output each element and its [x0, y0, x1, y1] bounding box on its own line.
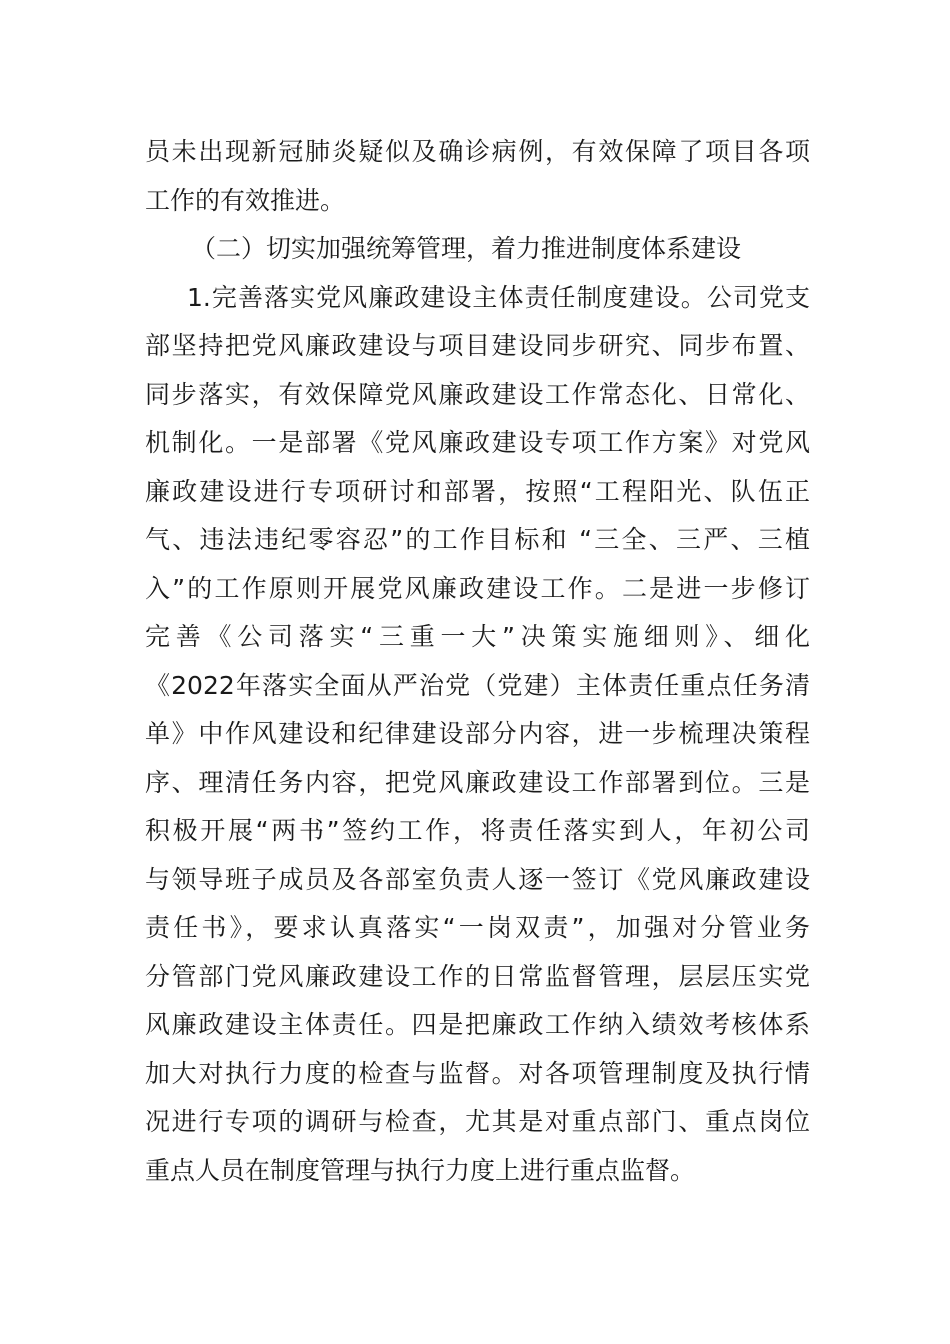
section-heading: （二）切实加强统筹管理，着力推进制度体系建设	[191, 234, 742, 263]
paragraph-line: 单》中作风建设和纪律建设部分内容，进一步梳理决策程	[145, 719, 810, 748]
paragraph-line: 1.完善落实党风廉政建设主体责任制度建设。公司党支	[187, 282, 810, 312]
paragraph-line: 廉政建设进行专项研讨和部署，按照“工程阳光、队伍正	[145, 476, 810, 506]
paragraph-line: 责任书》，要求认真落实“一岗双责”，加强对分管业务	[145, 913, 810, 942]
paragraph-line: 况进行专项的调研与检查，尤其是对重点部门、重点岗位	[145, 1107, 810, 1136]
paragraph-line: 完善《公司落实“三重一大”决策实施细则》、细化	[145, 622, 810, 651]
paragraph-line: 加大对执行力度的检查与监督。对各项管理制度及执行情	[145, 1058, 810, 1088]
paragraph-line: 工作的有效推进。	[145, 185, 346, 215]
paragraph-line: 部坚持把党风廉政建设与项目建设同步研究、同步布置、	[145, 331, 810, 360]
paragraph-line: 重点人员在制度管理与执行力度上进行重点监督。	[145, 1155, 696, 1185]
paragraph-line: 序、理清任务内容，把党风廉政建设工作部署到位。三是	[145, 767, 810, 797]
document-body	[145, 128, 810, 1195]
paragraph-line: 入”的工作原则开展党风廉政建设工作。二是进一步修订	[145, 573, 810, 603]
paragraph-line: 同步落实，有效保障党风廉政建设工作常态化、日常化、	[145, 379, 810, 409]
paragraph-line: 与领导班子成员及各部室负责人逐一签订《党风廉政建设	[145, 864, 810, 894]
paragraph-line: 积极开展“两书”签约工作，将责任落实到人，年初公司	[145, 816, 810, 845]
paragraph-line: 机制化。一是部署《党风廉政建设专项工作方案》对党风	[145, 428, 810, 457]
paragraph-line: 员未出现新冠肺炎疑似及确诊病例，有效保障了项目各项	[145, 137, 810, 166]
paragraph-line: 风廉政建设主体责任。四是把廉政工作纳入绩效考核体系	[145, 1010, 810, 1039]
paragraph-line: 分管部门党风廉政建设工作的日常监督管理，层层压实党	[145, 961, 810, 991]
paragraph-line: 气、违法违纪零容忍”的工作目标和 “三全、三严、三植	[145, 525, 810, 554]
paragraph-line: 《2022年落实全面从严治党（党建）主体责任重点任务清	[145, 670, 810, 700]
